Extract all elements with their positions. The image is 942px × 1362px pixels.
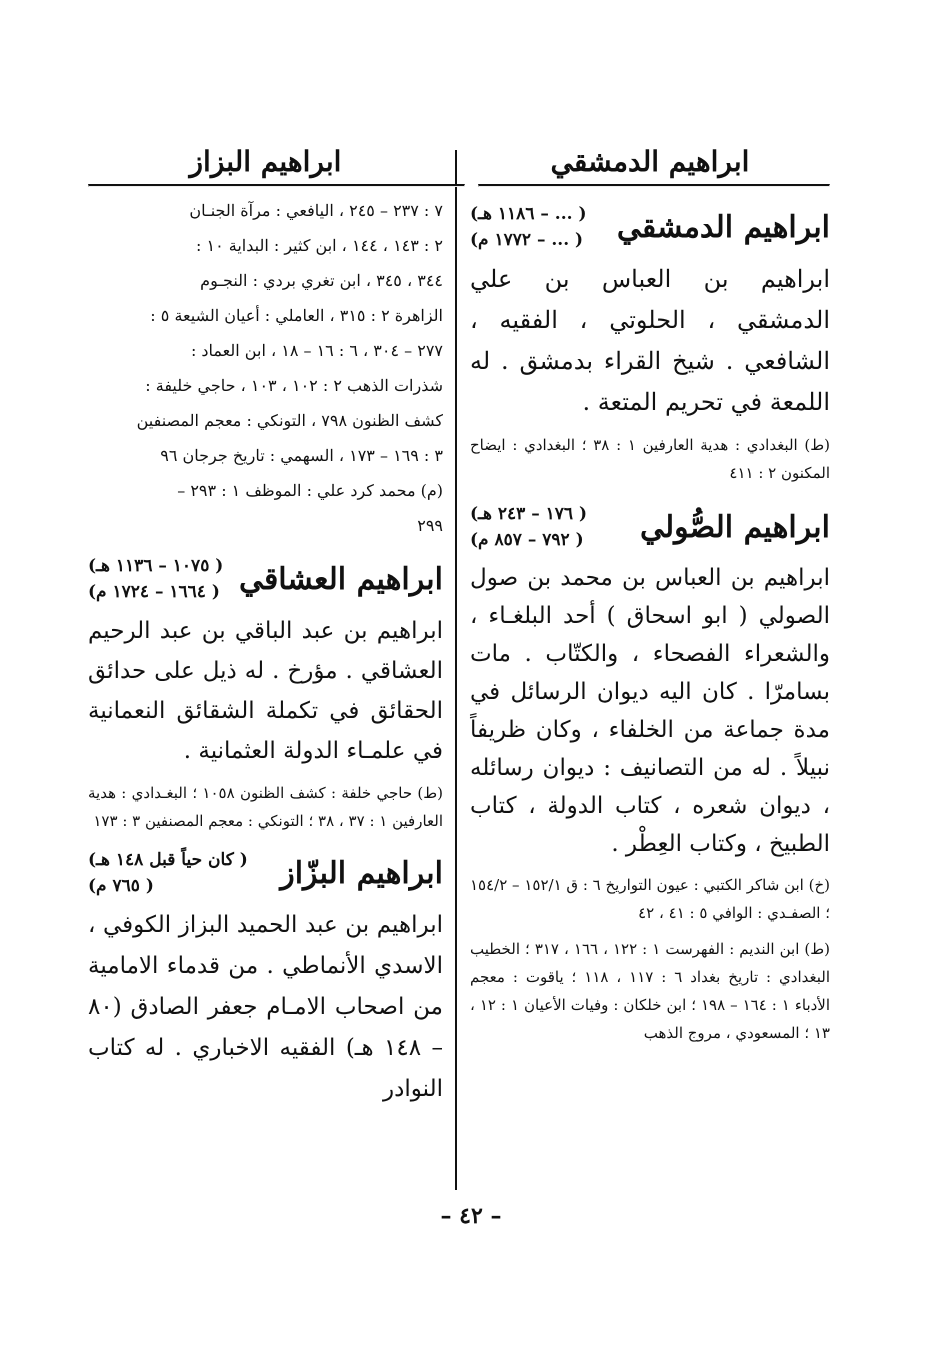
reference-line: ٢٧٧ – ٣٠٤ ، ٦ : ١٦ – ١٨ ، ابن العماد : [190, 341, 443, 360]
reference-line: (ط) البغدادي : هدية العارفين ١ : ٣٨ ؛ البغدادي : ايضاح المكنون ٢ : ٤١١ [470, 436, 830, 482]
dates-gregorian: ( ٧٦٥ م) [88, 876, 154, 896]
dates-hijri: ( ١٧٦ – ٢٤٣ هـ) [470, 504, 588, 524]
entry-name: ابراهيم الصُّولي [640, 509, 830, 545]
entry-references [470, 871, 830, 1047]
reference-line: ٣ : ١٦٩ – ١٧٣ ، السهمي : تاريخ جرجان ٩٦ [160, 446, 443, 465]
entry-header [88, 553, 443, 605]
left-column-header: ابراهيم البزاز [189, 145, 342, 178]
continued-references [88, 193, 443, 543]
reference-line: ٣٤٤ ، ٣٤٥ ، ابن تغري بردي : النجـوم [200, 271, 443, 290]
right-column-header: ابراهيم الدمشقي [550, 145, 750, 178]
page-number: – ٤٢ – [440, 1203, 502, 1229]
reference-line: (م) محمد كرد علي : الموظف ١ : ٢٩٣ – [177, 481, 443, 500]
entry-body: ابراهيم بن العباس بن علي الدمشقي ، الحلوتي ، الفقيه ، الشافعي . شيخ القراء بدمشق . له اللمعة في تحريم المتعة . [470, 265, 830, 416]
column-divider [455, 150, 457, 1190]
dates-hijri: ( ... – ١١٨٦ هـ) [470, 204, 587, 224]
entry-dates [470, 201, 587, 253]
entry-dates [470, 501, 587, 553]
header-rule [88, 184, 465, 187]
entry-name: ابراهيم البزّاز [280, 855, 443, 891]
dates-gregorian: ( ٧٩٢ – ٨٥٧ م) [470, 530, 584, 550]
reference-line: (ط) ابن النديم : الفهرست ١ : ١٢٢ ، ١٦٦ ، ٣١٧ ؛ الخطيب البغدادي : تاريخ بغداد ٦ : ١١٧ ، ١١٨ ؛ ياقوت : معجم الأدباء ١ : ١٦٤ – ١٩٨ ؛ ابن خلكان : وفيات الأعيان ١ : ١٢ ، ١٣ ؛ المسعودي ، مروج الذهب [470, 940, 831, 1042]
entry-header [470, 201, 830, 253]
entry-references [88, 779, 443, 835]
reference-line: ٧ : ٢٣٧ – ٢٤٥ ، اليافعي : مرآة الجنـان [189, 201, 443, 220]
reference-line: ٢ : ١٤٣ ، ١٤٤ ، ابن كثير : البداية ١٠ : [195, 236, 443, 255]
entry-body: ابراهيم بن عبد الحميد البزاز الكوفي ، الاسدي الأنماطي . من قدماء الامامية من اصحاب الامـام جعفر الصادق (٨٠ – ١٤٨ هـ) الفقيه الاخباري . له كتاب النوادر [88, 912, 443, 1102]
entry-name: ابراهيم الدمشقي [616, 209, 830, 245]
reference-line: (خ) ابن شاكر الكتبي : عيون التواريخ ٦ : ق ١٥٢/١ – ١٥٤/٢ ؛ الصفـدي : الوافي ٥ : ٤١ ، ٤٢ [470, 876, 831, 922]
dates-hijri: ( ١٠٧٥ – ١١٣٦ هـ) [88, 556, 224, 576]
reference-line: شذرات الذهب ٢ : ١٠٢ ، ١٠٣ ، حاجي خليفة : [145, 376, 443, 395]
entry-dates [88, 553, 223, 605]
entry-dates [88, 847, 248, 899]
entry-header [470, 501, 830, 553]
reference-line: (ط) حاجي خلفة : كشف الظنون ١٠٥٨ ؛ البغـدادي : هدية العارفين ١ : ٣٧ ، ٣٨ ؛ التونكي : معجم المصنفين ٣ : ١٧٣ [88, 784, 443, 830]
entry-body: ابراهيم بن العباس بن محمد بن صول الصولي ( ابو اسحاق ) أحد البلغـاء ، والشعراء الفصحاء ، والكتّاب . مات بسامرّا . كان اليه ديوان الرسائل في مدة جماعة من الخلفاء ، وكان ظريفاً نبيلاً . له من التصانيف : ديوان رسائله ، ديوان شعره ، كتاب الدولة ، كتاب الطبيخ ، وكتاب العِطْر . [470, 565, 830, 857]
reference-line: كشف الظنون ٧٩٨ ، التونكي : معجم المصنفين [136, 411, 443, 430]
dates-gregorian: ( ١٦٦٤ – ١٧٢٤ م) [88, 582, 220, 602]
header-rule [478, 184, 830, 187]
entry-header [88, 847, 443, 899]
dates-hijri: ( كان حياً قبل ١٤٨ هـ) [88, 850, 248, 870]
left-column [88, 140, 443, 1110]
entry-references [470, 431, 830, 487]
dates-gregorian: ( ... – ١٧٧٢ م) [470, 230, 584, 250]
reference-line: ٢٩٩ [417, 516, 443, 535]
entry-name: ابراهيم العشاقي [238, 561, 443, 597]
entry-body: ابراهيم بن عبد الباقي بن عبد الرحيم العشاقي . مؤرخ . له ذيل على حدائق الحقائق في تكملة الشقائق النعمانية في علمـاء الدولة العثمانية . [88, 618, 443, 764]
reference-line: الزاهرة ٢ : ٣١٥ ، العاملي : أعيان الشيعة ٥ : [150, 306, 443, 325]
right-column [470, 140, 830, 1047]
